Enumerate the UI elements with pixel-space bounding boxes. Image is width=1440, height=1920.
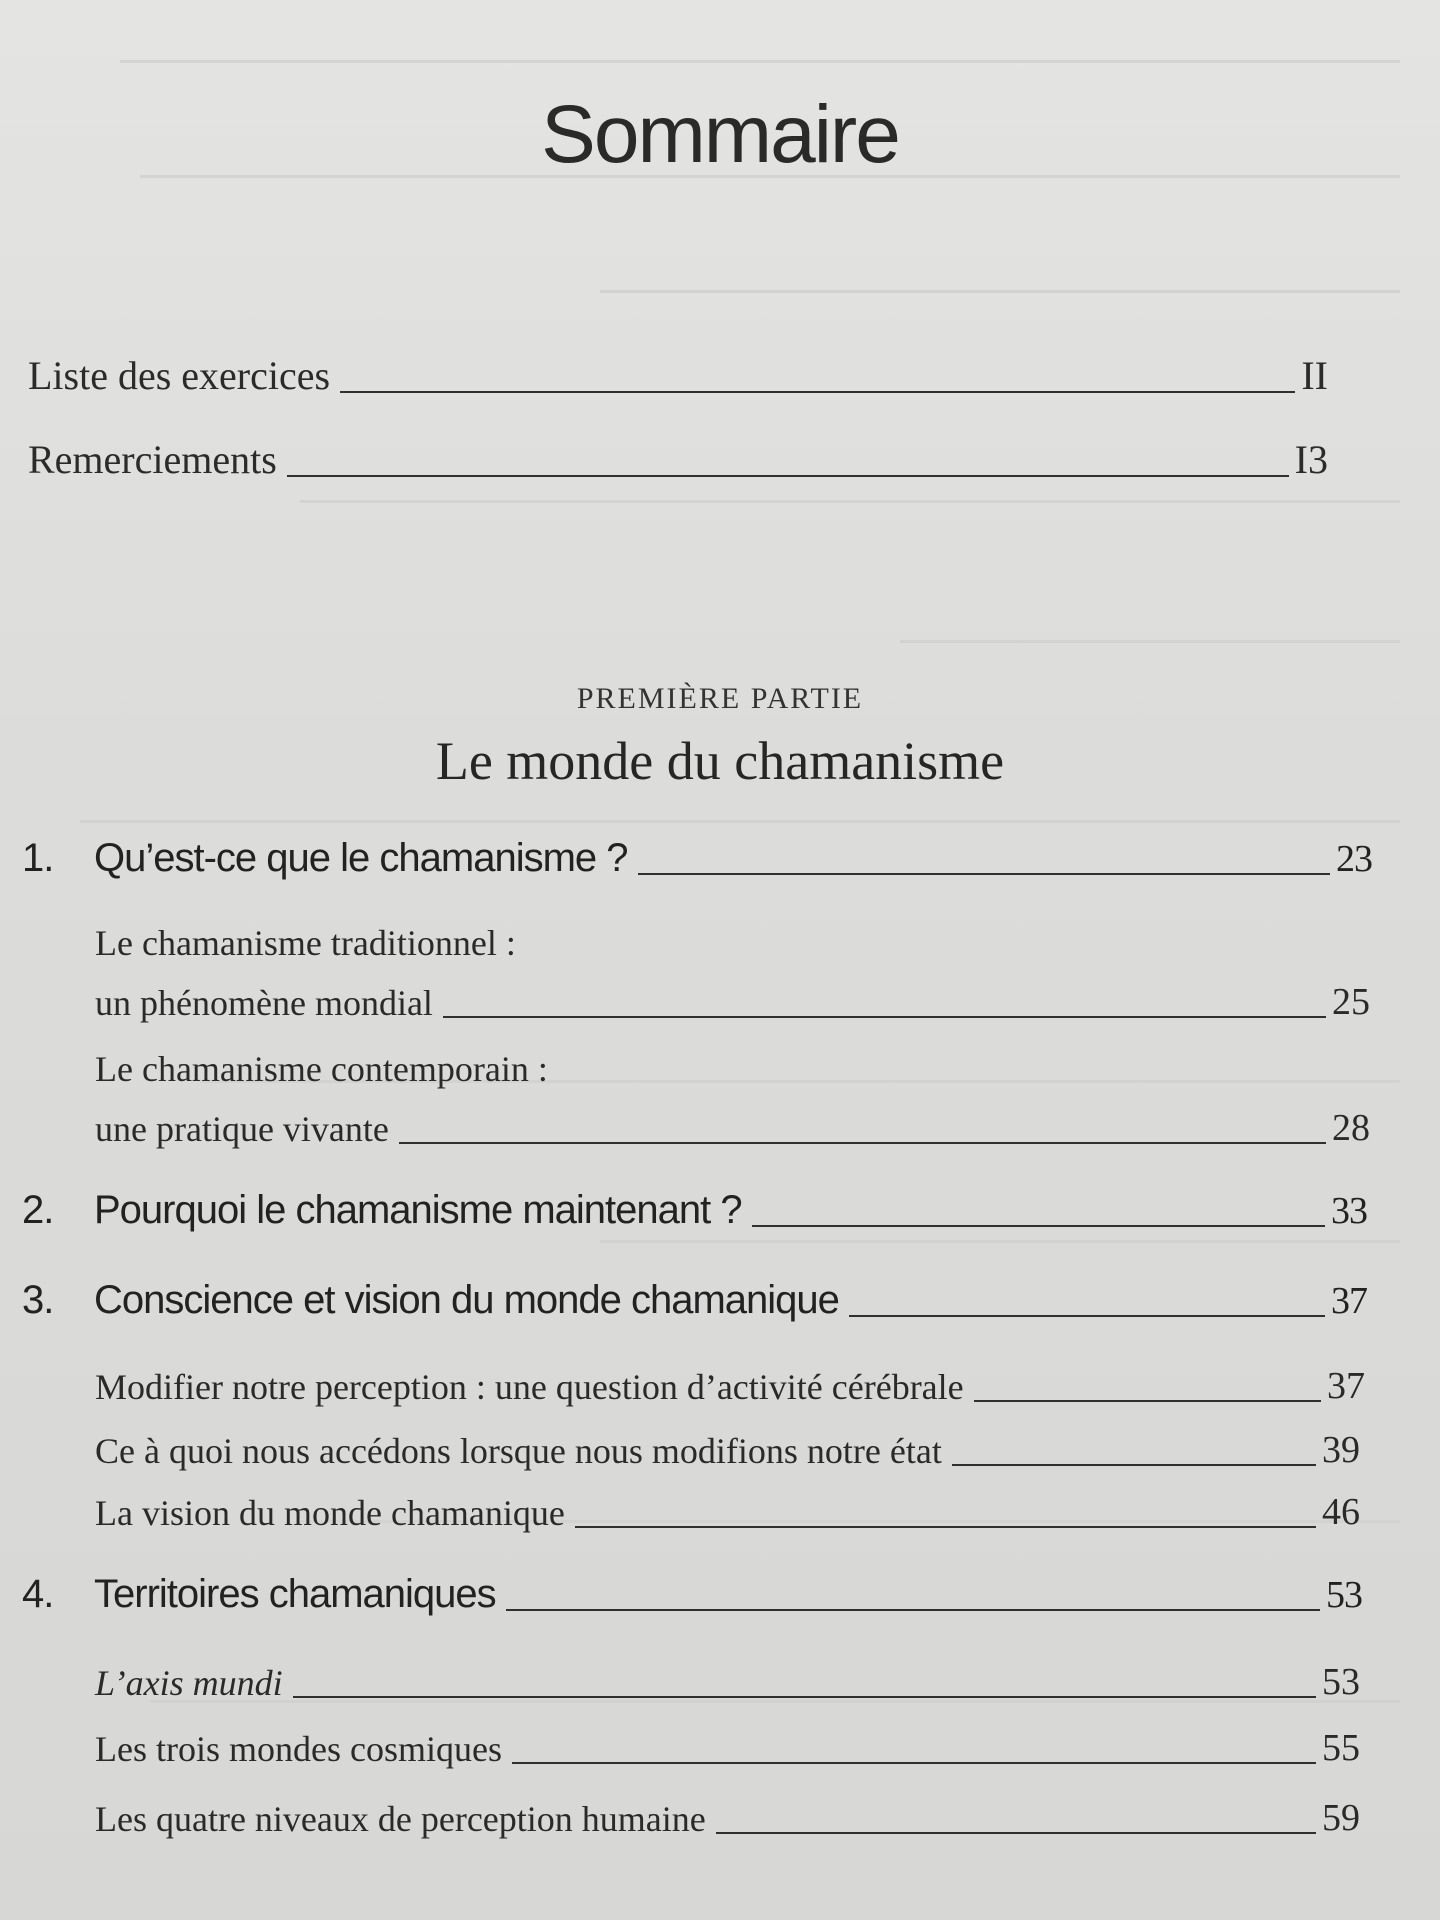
chapter-label: Conscience et vision du monde chamanique — [94, 1278, 839, 1322]
toc-page-number: 59 — [1322, 1797, 1360, 1839]
toc-section-label: L’axis mundi — [95, 1663, 283, 1703]
toc-section-worldview[interactable] — [95, 1490, 1360, 1534]
toc-section-label: La vision du monde chamanique — [95, 1493, 565, 1533]
toc-section-label: Modifier notre perception : une question d’activité cérébrale — [95, 1367, 964, 1407]
toc-page-number: 46 — [1322, 1491, 1360, 1533]
toc-page-number: 55 — [1322, 1727, 1360, 1769]
toc-section-label: Les trois mondes cosmiques — [95, 1729, 502, 1769]
toc-leader — [752, 1225, 1325, 1227]
toc-leader — [293, 1696, 1316, 1698]
toc-leader — [575, 1526, 1316, 1528]
toc-leader — [974, 1400, 1321, 1402]
toc-section-three-worlds[interactable] — [95, 1726, 1360, 1770]
toc-page-number: 39 — [1322, 1429, 1360, 1471]
chapter-label: Territoires chamaniques — [94, 1572, 496, 1616]
chapter-label: Qu’est-ce que le chamanisme ? — [94, 836, 628, 880]
toc-leader — [512, 1762, 1316, 1764]
toc-page-number: 53 — [1326, 1574, 1362, 1616]
toc-leader — [443, 1016, 1326, 1018]
toc-page-number: I3 — [1294, 437, 1328, 482]
part-label: PREMIÈRE PARTIE — [576, 682, 864, 715]
toc-section-label: Ce à quoi nous accédons lorsque nous modifions notre état — [95, 1431, 942, 1471]
toc-leader — [849, 1315, 1325, 1317]
chapter-number: 2. — [22, 1188, 54, 1232]
chapter-label: Pourquoi le chamanisme maintenant ? — [94, 1188, 742, 1232]
toc-section-axis-mundi[interactable] — [95, 1660, 1360, 1704]
toc-leader — [287, 475, 1289, 477]
toc-page-number: 37 — [1331, 1280, 1367, 1322]
toc-page-number: 37 — [1327, 1365, 1365, 1407]
toc-chapter-4[interactable] — [22, 1572, 1362, 1617]
toc-section-four-levels[interactable] — [95, 1796, 1360, 1840]
toc-section-line1: Le chamanisme contemporain : — [95, 1049, 548, 1089]
toc-leader — [340, 391, 1295, 393]
toc-section-label: un phénomène mondial — [95, 983, 433, 1023]
part-title: Le monde du chamanisme — [435, 731, 1005, 791]
toc-section-line1: Le chamanisme traditionnel : — [95, 923, 516, 963]
toc-page-number: II — [1301, 353, 1328, 398]
toc-entry-label: Liste des exercices — [28, 353, 331, 398]
toc-leader — [716, 1832, 1316, 1834]
toc-section-label: Les quatre niveaux de perception humaine — [95, 1799, 706, 1839]
toc-page-number: 33 — [1331, 1190, 1367, 1232]
toc-leader — [399, 1142, 1326, 1144]
toc-section-traditional[interactable] — [95, 980, 1370, 1024]
toc-leader — [638, 873, 1331, 875]
chapter-number: 3. — [22, 1278, 54, 1322]
toc-chapter-1[interactable] — [22, 836, 1372, 881]
toc-page-number: 25 — [1332, 981, 1370, 1023]
toc-page-number: 23 — [1336, 838, 1372, 880]
toc-leader — [506, 1609, 1320, 1611]
chapter-number: 1. — [22, 836, 54, 880]
toc-page-number: 28 — [1332, 1107, 1370, 1149]
toc-section-contemporary[interactable] — [95, 1106, 1370, 1150]
toc-section-label: une pratique vivante — [95, 1109, 389, 1149]
toc-section-access[interactable] — [95, 1428, 1360, 1472]
toc-chapter-2[interactable] — [22, 1188, 1367, 1233]
page-title: Sommaire — [541, 89, 899, 180]
toc-leader — [952, 1464, 1316, 1466]
toc-chapter-3[interactable] — [22, 1278, 1367, 1323]
toc-entry-label: Remerciements — [28, 437, 277, 482]
toc-entry-acknowledgements[interactable] — [28, 436, 1328, 483]
chapter-number: 4. — [22, 1572, 54, 1616]
toc-page-number: 53 — [1322, 1661, 1360, 1703]
toc-entry-exercises[interactable] — [28, 352, 1328, 399]
toc-section-perception[interactable] — [95, 1364, 1365, 1408]
